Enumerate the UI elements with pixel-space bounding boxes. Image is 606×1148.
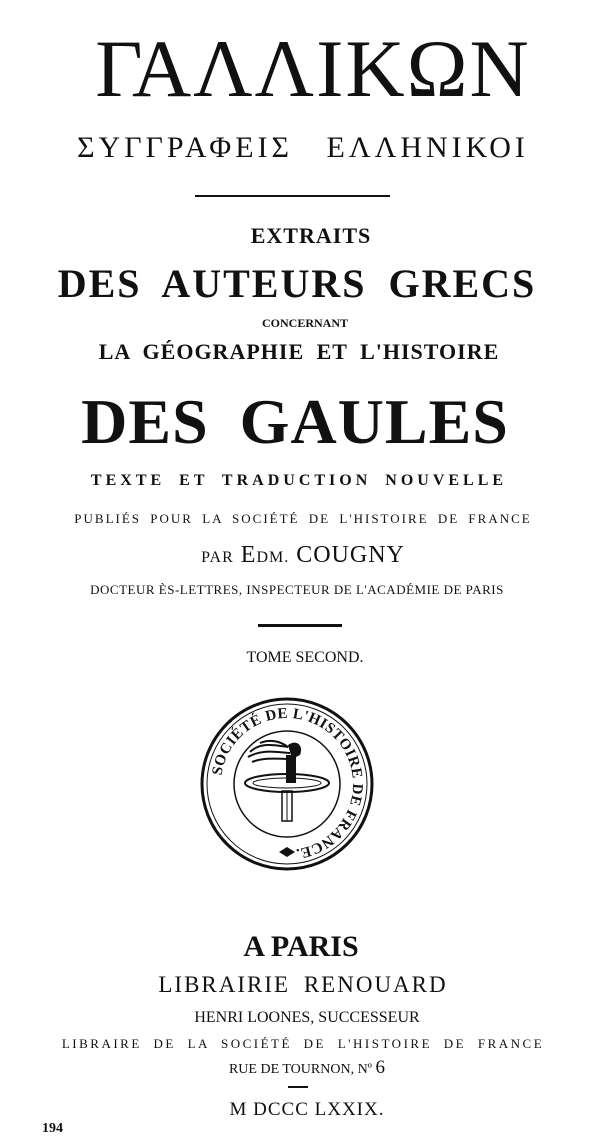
author-credentials: DOCTEUR ÈS-LETTRES, INSPECTEUR DE L'ACADÉMIE DE PARIS (90, 582, 504, 597)
address-number: 6 (375, 1057, 386, 1078)
author-line (0, 543, 606, 567)
author-name: COUGNY (296, 542, 405, 568)
volume-label: TOME SECOND. (246, 649, 364, 666)
publies-line: PUBLIÉS POUR LA SOCIÉTÉ DE L'HISTOIRE DE FRANCE (74, 511, 532, 526)
auteurs-heading: DES AUTEURS GRECS (57, 261, 537, 306)
society-seal-icon (200, 697, 374, 871)
geographie-heading: LA GÉOGRAPHIE ET L'HISTOIRE (98, 339, 500, 364)
edm-initial: E (240, 542, 257, 568)
imprint-year: M DCCC LXXIX. (229, 1099, 385, 1120)
divider-rule-middle (258, 624, 342, 627)
page-number: 194 (42, 1121, 63, 1136)
imprint-address (4, 1058, 606, 1077)
imprint-successor: HENRI LOONES, SUCCESSEUR (194, 1009, 420, 1026)
greek-title: ΓΑΛΛΙΚΩΝ (95, 23, 531, 114)
address-street: RUE DE TOURNON, Nº (228, 1062, 373, 1077)
imprint-role: LIBRAIRE DE LA SOCIÉTÉ DE L'HISTOIRE DE FRANCE (61, 1036, 545, 1051)
gaules-heading: DES GAULES (81, 386, 509, 457)
divider-rule-bottom (288, 1086, 308, 1088)
greek-subtitle: ΣΥΓΓΡΑΦΕΙΣ ΕΛΛΗΝΙΚΟΙ (77, 131, 529, 164)
edm-rest: DM. (256, 549, 290, 566)
texte-traduction-line: TEXTE ET TRADUCTION NOUVELLE (90, 472, 508, 489)
divider-rule-top (195, 195, 390, 197)
extraits-heading: EXTRAITS (250, 223, 372, 248)
imprint-publisher: LIBRAIRIE RENOUARD (158, 972, 448, 997)
par-label: PAR (201, 549, 234, 566)
svg-text:SOCIÉTÉ DE L'HISTOIRE DE FRANC: SOCIÉTÉ DE L'HISTOIRE DE FRANCE. (209, 705, 366, 862)
imprint-city: A PARIS (243, 930, 359, 963)
concernant-label: CONCERNANT (261, 316, 348, 330)
